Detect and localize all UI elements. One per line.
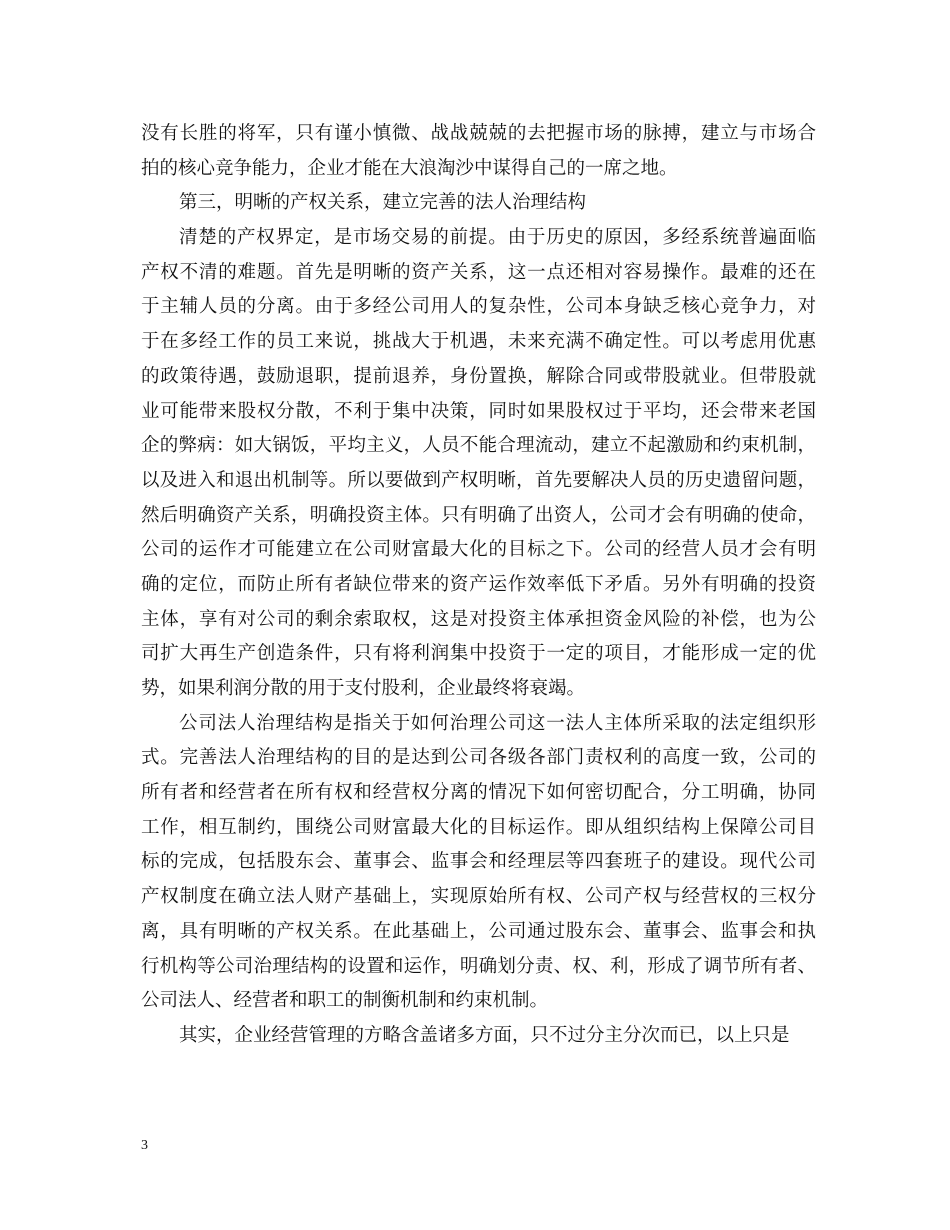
text-line: 所有者和经营者在所有权和经营权分离的情况下如何密切配合，分工明确，协同 [141,782,816,804]
text-line: 产权制度在确立法人财产基础上，实现原始所有权、公司产权与经营权的三权分 [141,886,816,908]
text-line: 式。完善法人治理结构的目的是达到公司各级各部门责权利的高度一致，公司的 [141,747,816,769]
text-line: 于在多经工作的员工来说，挑战大于机遇，未来充满不确定性。可以考虑用优惠 [141,331,816,353]
text-line: 势，如果利润分散的用于支付股利，企业最终将衰竭。 [141,678,586,699]
text-line: 其实，企业经营管理的方略含盖诸多方面，只不过分主分次而已，以上只是 [179,1024,790,1046]
text-line: 确的定位，而防止所有者缺位带来的资产运作效率低下矛盾。另外有明确的投资 [141,573,816,595]
text-line: 没有长胜的将军，只有谨小慎微、战战兢兢的去把握市场的脉搏，建立与市场合 [141,123,816,144]
text-line: 产权不清的难题。首先是明晰的资产关系，这一点还相对容易操作。最难的还在 [141,261,816,283]
text-line: 第三，明晰的产权关系，建立完善的法人治理结构 [179,192,587,214]
text-line: 于主辅人员的分离。由于多经公司用人的复杂性，公司本身缺乏核心竞争力，对 [141,296,816,318]
text-line: 以及进入和退出机制等。所以要做到产权明晰，首先要解决人员的历史遗留问题， [141,469,816,491]
text-line: 然后明确资产关系，明确投资主体。只有明确了出资人，公司才会有明确的使命， [141,504,816,526]
document-body [141,117,816,1054]
text-line: 工作，相互制约，围绕公司财富最大化的目标运作。即从组织结构上保障公司目 [141,816,816,838]
text-line: 业可能带来股权分散，不利于集中决策，同时如果股权过于平均，还会带来老国 [141,400,816,422]
text-line: 司扩大再生产创造条件，只有将利润集中投资于一定的项目，才能形成一定的优 [141,643,816,665]
page-number: 3 [141,1138,148,1153]
text-line: 公司的运作才可能建立在公司财富最大化的目标之下。公司的经营人员才会有明 [141,539,816,561]
text-line: 离，具有明晰的产权关系。在此基础上，公司通过股东会、董事会、监事会和执 [141,920,816,942]
text-line: 的政策待遇，鼓励退职，提前退养，身份置换，解除合同或带股就业。但带股就 [141,365,816,387]
text-line: 企的弊病：如大锅饭，平均主义，人员不能合理流动，建立不起激励和约束机制， [141,435,816,457]
text-line: 清楚的产权界定，是市场交易的前提。由于历史的原因，多经系统普遍面临 [179,227,816,249]
text-line: 主体，享有对公司的剩余索取权，这是对投资主体承担资金风险的补偿，也为公 [141,608,816,630]
text-line: 拍的核心竞争能力，企业才能在大浪淘沙中谋得自己的一席之地。 [141,157,678,179]
text-line: 公司法人、经营者和职工的制衡机制和约束机制。 [141,990,549,1012]
text-line: 标的完成，包括股东会、董事会、监事会和经理层等四套班子的建设。现代公司 [141,851,816,873]
text-line: 行机构等公司治理结构的设置和运作，明确划分责、权、利，形成了调节所有者、 [141,955,816,977]
text-line: 公司法人治理结构是指关于如何治理公司这一法人主体所采取的法定组织形 [179,712,816,734]
